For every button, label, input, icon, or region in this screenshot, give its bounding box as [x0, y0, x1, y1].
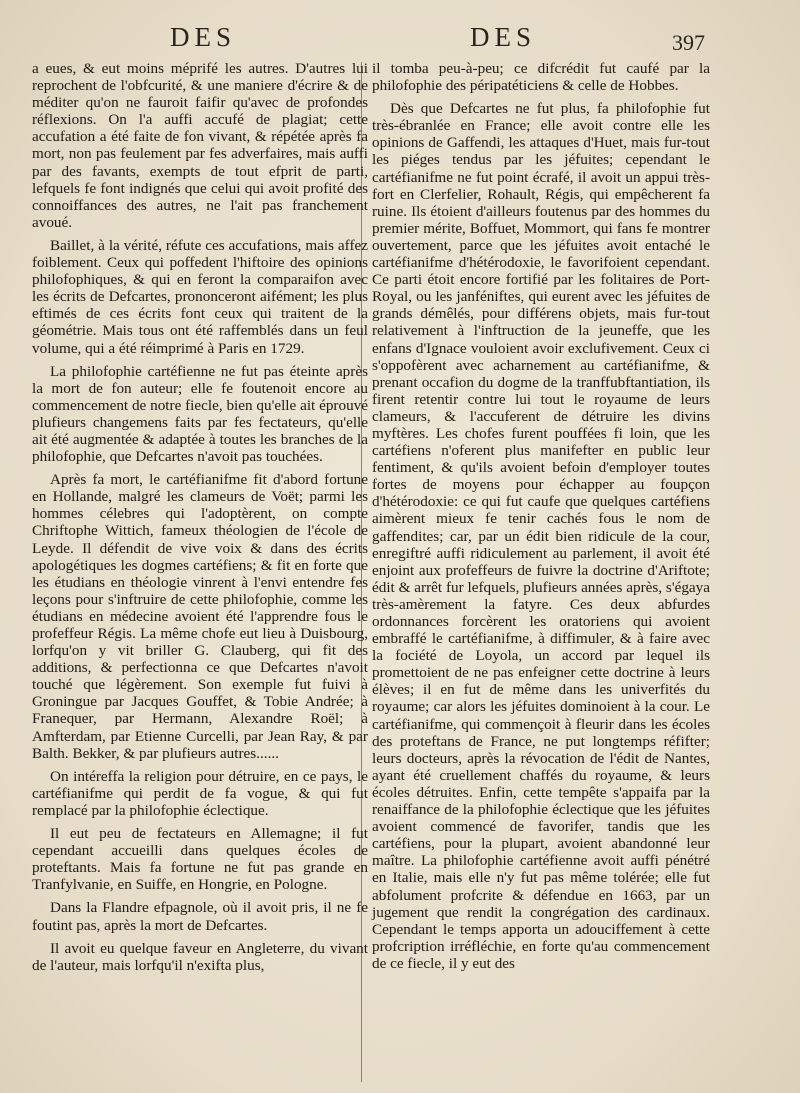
running-header — [0, 22, 800, 58]
paragraph: La philofophie cartéfienne ne fut pas éteinte après la mort de fon auteur; elle fe foutenoit encore au commencement de notre fiecle, bien qu'elle ait éprouvé plufieurs changemens faits par fes fectateurs, qu'elle ait été augmentée & adaptée à toutes les branches de la philofophie, que Defcartes n'avoit pas touchées. — [32, 362, 368, 466]
paragraph: il tomba peu-à-peu; ce difcrédit fut caufé par la philofophie des péripatéticiens & celle de Hobbes. — [372, 60, 710, 95]
left-running-title: DES — [170, 22, 237, 52]
page-number: 397 — [672, 30, 705, 55]
paragraph: Après fa mort, le cartéfianifme fit d'abord fortune en Hollande, malgré les clameurs de Voët; parmi les hommes célebres qui l'adoptèrent, on compte Chriftophe Wittich, fameux théologien de l'école de Leyde. Il défendit de vive voix & dans des écrits apologétiques les dogmes cartéfiens; & fit en forte que les étudians en théologie vinrent à l'envi entendre fes leçons pour s'inftruire de cette philofophie, comme les étudians en médecine avoient été l'apprendre fous le profeffeur Régis. La même chofe eut lieu à Duisbourg, lorfqu'on y vit briller G. Clauberg, qui fit des additions, & perfectionna ce que Defcartes n'avoit touché que légèrement. Son exemple fut fuivi à Groningue par Jacques Gouffet, & Tobie Andrée; à Franequer, par Hermann, Alexandre Roël; à Amfterdam, par Etienne Curcelli, par Jean Ray, & par Balth. Bekker, & par plufieurs autres...... — [32, 471, 368, 762]
paragraph: On intéreffa la religion pour détruire, en ce pays, le cartéfianifme qui perdit de fa vogue, & qui fut remplacé par la philofophie éclectique. — [32, 767, 368, 819]
left-column — [32, 60, 368, 980]
paragraph: a eues, & eut moins méprifé les autres. D'autres lui reprochent de l'obfcurité, & une maniere d'écrire & de méditer qu'on ne fauroit faifir qu'avec de profondes réflexions. On l'a auffi accufé de plagiat; cette accufation a été faite de fon vivant, & répétée après fa mort, non pas feulement par fes adverfaires, mais auffi par des favants, exempts de tout efprit de parti, lefquels fe font indignés que celui qui avoit profité des connoiffances des autres, ne l'ait pas franchement avoué. — [32, 60, 368, 231]
paragraph: Il avoit eu quelque faveur en Angleterre, du vivant de l'auteur, mais lorfqu'il n'exifta plus, — [32, 939, 368, 974]
right-running-title: DES — [470, 22, 537, 52]
right-column — [372, 60, 710, 978]
paragraph: Dès que Defcartes ne fut plus, fa philofophie fut très-ébranlée en France; elle avoit contre elle les opinions de Gaffendi, les attaques d'Huet, mais fur-tout les piéges tendus par les jéfuites; cependant le cartéfianifme ne fut point écrafé, il avoit un appui très-fort en Clerfelier, Rohault, Régis, qui empêcherent fa ruine. Ils étoient d'ailleurs foutenus par des hommes du premier mérite, Boffuet, Mommort, qui fans fe montrer ouvertement, parce que les jéfuites avoit entaché le cartéfianifme d'hétérodoxie, le favorifoient cependant. Ce parti étoit encore fortifié par les folitaires de Port-Royal, ou les janféniftes, qui eurent avec les jéfuites de grands démêlés, pour différens objets, mais fur-tout relativement à l'inftruction de la jeuneffe, que les enfans d'Ignace vouloient avoir exclufivement. Ceux ci s'oppofèrent avec acharnement au cartéfianifme, & prenant occafion du dogme de la tranffubftantiation, ils firent retentir contre lui tout le royaume de leurs clameurs, & l'accuferent de détruire les divins myftères. Les chofes furent pouffées fi loin, que les cartéfiens n'oferent plus manifefter en public leur fentiment, & qu'ils avoient befoin d'employer toutes fortes de moyens pour échapper au foupçon d'hétérodoxie: ce qui fut caufe que quelques cartéfiens aimèrent mieux fe tenir cachés fous le nom de gaffendites; car, par un édit bien ridicule de la cour, enregiftré auffi ridiculement au parlement, il avoit été enjoint aux profeffeurs de fuivre la doctrine d'Ariftote; édit & arrêt fur lefquels, plufieurs années après, s'égaya très-amèrement la fatyre. Ces deux abfurdes ordonnances forcèrent les oratoriens qui avoient embraffé le cartéfianifme, à diffimuler, & à faire avec la fociété de Loyola, un accord par lequel ils promettoient de ne pas enfeigner cette doctrine à leurs élèves; il en fut de même dans les univerfités du royaume; car alors les jéfuites dominoient à la cour. Le cartéfianifme, qui commençoit à fleurir dans les écoles des proteftans de France, ne put longtemps réfifter; leurs docteurs, après la révocation de l'édit de Nantes, ayant été cruellement chaffés du royaume, & leurs écoles détruites. Enfin, cette tempête s'appaifa par la renaiffance de la philofophie éclectique que les jéfuites avoient commencé de favorifer, tandis que les cartéfiens, pour la plupart, avoient abandonné leur maître. La philofophie cartéfienne avoit auffi pénétré en Italie, mais elle n'y fut pas même tolérée; elle fut abfolument profcrite & défendue en 1663, par un jugement que rendit la congrégation des cardinaux. Cependant le temps apporta un adouciffement à cette profcription irréfléchie, en forte qu'au commencement de ce fiecle, il y eut des — [372, 100, 710, 972]
paragraph: Baillet, à la vérité, réfute ces accufations, mais affez foiblement. Ceux qui poffedent l'hiftoire des opinions philofophiques, & qui en feront la comparaifon avec les écrits de Defcartes, prononceront aifément; les plus eftimés de ces écrits font ceux qui traitent de la géométrie. Mais tous ont été raffemblés dans un feul volume, qui a été réimprimé à Paris en 1729. — [32, 236, 368, 357]
paragraph: Dans la Flandre efpagnole, où il avoit pris, il ne fe foutint pas, après la mort de Defcartes. — [32, 899, 368, 934]
paragraph: Il eut peu de fectateurs en Allemagne; il fut cependant accueilli dans quelques écoles de proteftants. Mais fa fortune ne fut pas grande en Tranfylvanie, en Suiffe, en Hongrie, en Pologne. — [32, 825, 368, 894]
